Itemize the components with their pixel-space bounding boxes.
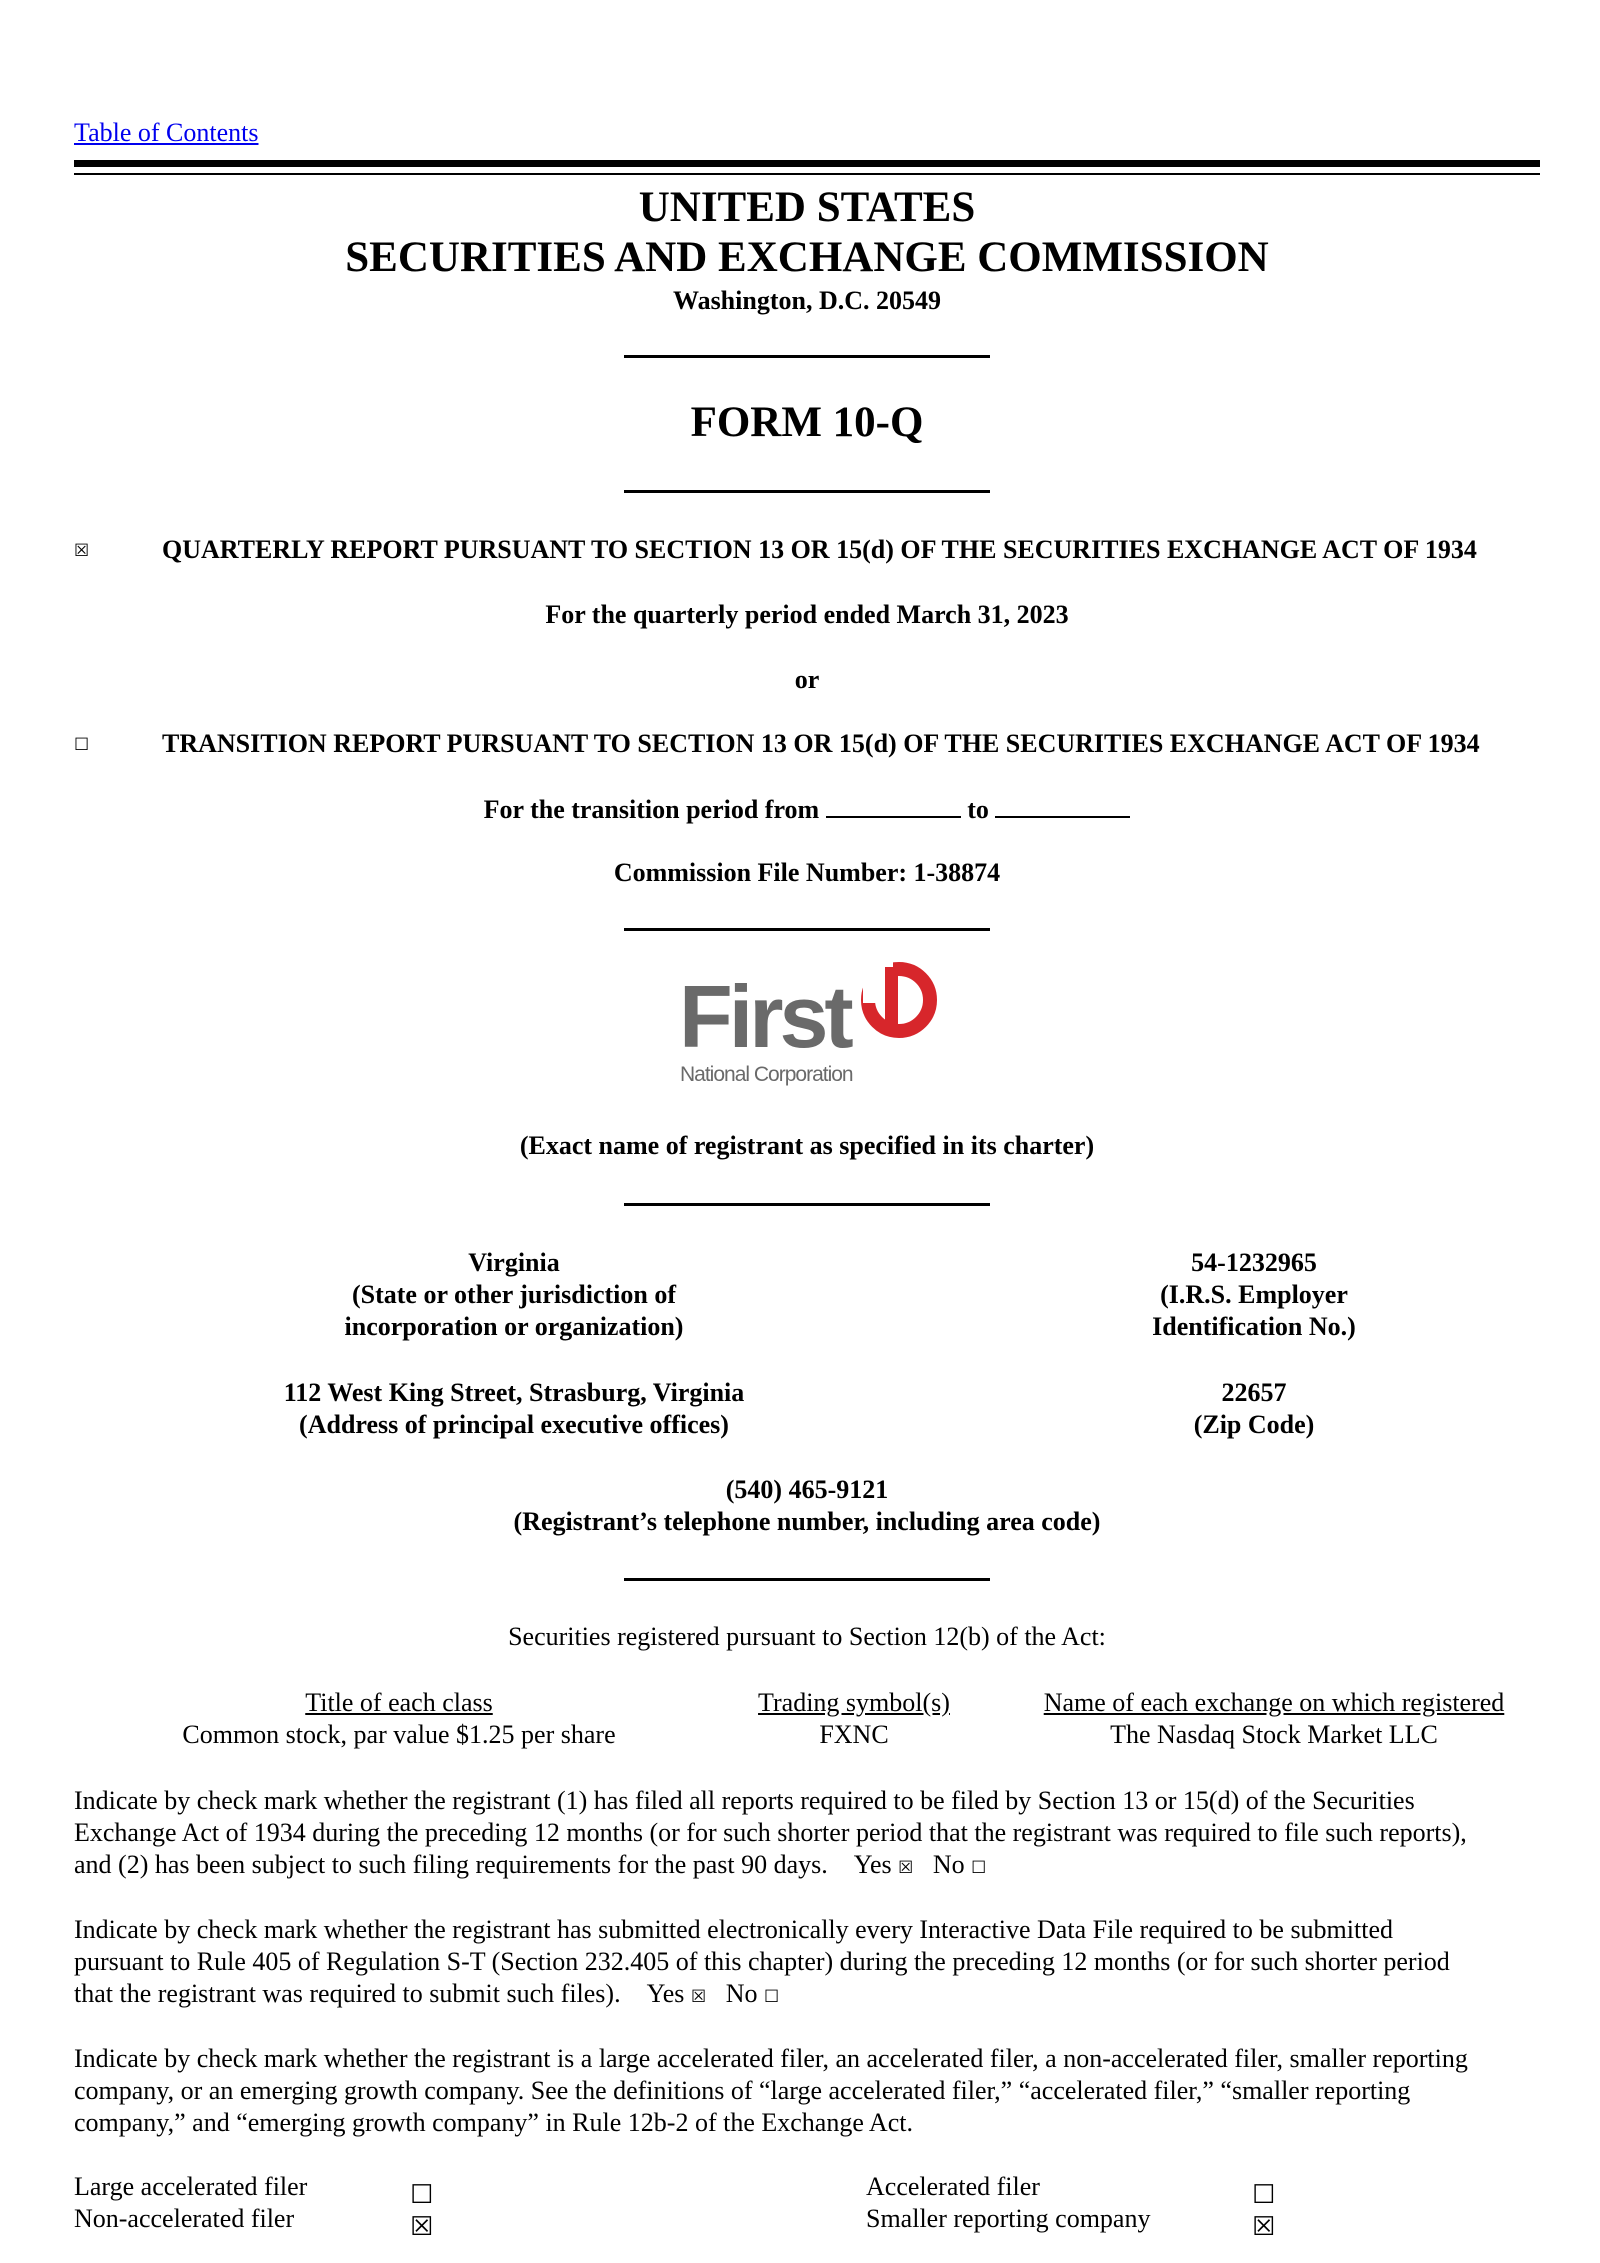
quarterly-period: For the quarterly period ended March 31, 2023 <box>545 600 1069 629</box>
q2-line-2: pursuant to Rule 405 of Regulation S-T (Section 232.405 of this chapter) during the preceding 12 months (or for such shorter period <box>74 1947 1450 1976</box>
accelerated-filer-checkbox: ☐ <box>1252 2180 1276 2210</box>
securities-intro: Securities registered pursuant to Section 12(b) of the Act: <box>508 1622 1106 1651</box>
q2-yes-label: Yes <box>646 1979 685 2008</box>
transition-to-blank <box>995 794 1130 818</box>
transition-checkbox: ☐ <box>74 735 90 755</box>
first-national-logo <box>677 955 937 1090</box>
logo-word: First <box>679 967 850 1066</box>
ein-caption-1: (I.R.S. Employer <box>1160 1280 1348 1309</box>
title-address: Washington, D.C. 20549 <box>673 286 941 315</box>
q1-line-2: Exchange Act of 1934 during the preceding 12 months (or for such shorter period that the registrant was required to file such reports), <box>74 1818 1467 1847</box>
commission-file-number: Commission File Number: 1-38874 <box>613 858 1001 887</box>
state-caption-2: incorporation or organization) <box>344 1312 684 1341</box>
separator <box>624 490 990 493</box>
address-caption: (Address of principal executive offices) <box>299 1410 729 1439</box>
separator <box>624 355 990 358</box>
transition-from-blank <box>826 794 961 818</box>
logo-subtitle: National Corporation <box>680 1063 853 1086</box>
title-united-states: UNITED STATES <box>638 184 976 231</box>
ein-caption-2: Identification No.) <box>1152 1312 1356 1341</box>
transition-report-label: TRANSITION REPORT PURSUANT TO SECTION 13 OR 15(d) OF THE SECURITIES EXCHANGE ACT OF 1934 <box>162 729 1480 758</box>
phone-block <box>74 1474 1540 1538</box>
q1-no-label: No <box>932 1850 965 1879</box>
address-value: 112 West King Street, Strasburg, Virginia <box>283 1378 745 1407</box>
title-sec: SECURITIES AND EXCHANGE COMMISSION <box>345 234 1269 281</box>
q1-no-checkbox: ☐ <box>971 1858 987 1878</box>
quarterly-report-label: QUARTERLY REPORT PURSUANT TO SECTION 13 OR 15(d) OF THE SECURITIES EXCHANGE ACT OF 1934 <box>162 535 1477 564</box>
securities-symbol-value: FXNC <box>819 1720 889 1749</box>
q3-line-2: company, or an emerging growth company. See the definitions of “large accelerated filer,” “accelerated filer,” “smaller reporting <box>74 2076 1411 2105</box>
q2-line-3: that the registrant was required to submit such files). Yes ☒ No ☐ <box>74 1978 1540 2013</box>
securities-header-symbol: Trading symbol(s) <box>758 1688 950 1717</box>
or-text: or <box>794 665 820 694</box>
phone-caption: (Registrant’s telephone number, including area code) <box>513 1507 1101 1536</box>
zip-block <box>1004 1377 1504 1441</box>
transition-to-label: to <box>967 795 989 824</box>
interactive-data-question <box>74 1914 1540 2013</box>
accelerated-filer-label: Accelerated filer <box>866 2172 1040 2201</box>
securities-class-value: Common stock, par value $1.25 per share <box>182 1720 616 1749</box>
large-accelerated-filer-label: Large accelerated filer <box>74 2172 308 2201</box>
ein-block <box>1004 1247 1504 1343</box>
securities-header-exchange: Name of each exchange on which registered <box>1043 1688 1505 1717</box>
phone-value: (540) 465-9121 <box>725 1475 889 1504</box>
q2-yes-checkbox: ☒ <box>690 1987 707 2007</box>
q1-yes-checkbox: ☒ <box>898 1858 914 1878</box>
large-accelerated-filer-checkbox: ☐ <box>410 2180 434 2210</box>
q1-line-1: Indicate by check mark whether the registrant (1) has filed all reports required to be filed by Section 13 or 15(d) of the Securities <box>74 1786 1415 1815</box>
state-value: Virginia <box>468 1248 560 1277</box>
state-caption-1: (State or other jurisdiction of <box>352 1280 676 1309</box>
logo-red-mark <box>863 959 930 1033</box>
header-rule-thick <box>74 160 1540 167</box>
separator <box>624 1578 990 1581</box>
zip-caption: (Zip Code) <box>1193 1410 1315 1439</box>
separator <box>624 928 990 931</box>
smaller-reporting-company-checkbox: ☒ <box>1252 2212 1276 2242</box>
exact-name-caption: (Exact name of registrant as specified in its charter) <box>519 1131 1095 1160</box>
non-accelerated-filer-checkbox: ☒ <box>410 2212 434 2242</box>
q1-yes-label: Yes <box>853 1850 892 1879</box>
filer-status-question <box>74 2043 1540 2139</box>
header-rule-thin <box>74 173 1540 175</box>
q3-line-1: Indicate by check mark whether the registrant is a large accelerated filer, an accelerated filer, a non-accelerated filer, smaller reporting <box>74 2044 1468 2073</box>
transition-period <box>74 794 1540 825</box>
q3-line-3: company,” and “emerging growth company” in Rule 12b-2 of the Exchange Act. <box>74 2108 913 2137</box>
smaller-reporting-company-label: Smaller reporting company <box>866 2204 1151 2233</box>
securities-header-class: Title of each class <box>305 1688 493 1717</box>
non-accelerated-filer-label: Non-accelerated filer <box>74 2204 295 2233</box>
q2-no-checkbox: ☐ <box>763 1987 780 2007</box>
form-name: FORM 10-Q <box>690 399 924 446</box>
q2-line-1: Indicate by check mark whether the registrant has submitted electronically every Interactive Data File required to be submitted <box>74 1915 1393 1944</box>
transition-from-label: For the transition period from <box>483 795 820 824</box>
form-page <box>74 0 1540 2263</box>
q2-no-label: No <box>725 1979 758 2008</box>
quarterly-checkbox: ☒ <box>74 541 90 561</box>
address-block <box>164 1377 864 1441</box>
zip-value: 22657 <box>1221 1378 1287 1407</box>
q1-line-3: and (2) has been subject to such filing requirements for the past 90 days. Yes ☒ No ☐ <box>74 1849 1540 1884</box>
state-block <box>164 1247 864 1343</box>
ein-value: 54-1232965 <box>1191 1248 1317 1277</box>
separator <box>624 1203 990 1206</box>
reports-filed-question <box>74 1785 1540 1884</box>
securities-exchange-value: The Nasdaq Stock Market LLC <box>1110 1720 1438 1749</box>
table-of-contents-link[interactable]: Table of Contents <box>74 118 259 147</box>
